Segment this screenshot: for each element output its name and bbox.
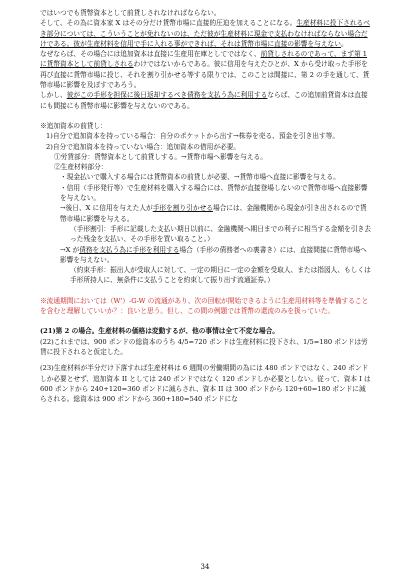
underlined-text: 手形を割り引かせる: [152, 204, 213, 213]
text-span: 受け取った手形を再び直接に貨幣市場に投じ、それを割り引かせる等する限りでは、このことは間接に、第 2 の手を通して、貨幣市場に影響を及ぼすであろう。: [40, 60, 370, 90]
text-span: ならば、この追加前貸資本は直接にも間接にも貨幣市場に影響を与えないのである。: [40, 91, 368, 110]
text-span: →X が: [60, 245, 80, 254]
red-annotation: ※流通期間においては（W'）-G-W の流通があり、次の回転が開始できるように生産用材料等を準備することを含むと理解していいか？：良いと思う。但し、この間の例題では貨幣の還流のみを扱っていた。: [40, 296, 369, 316]
underlined-text: 前貸しされるのであって、まず第 1 に貨幣資本として前貸しされる: [40, 50, 368, 69]
page-number: 34: [200, 562, 210, 571]
note-subitem: ②生産材料部分：: [54, 163, 108, 172]
underlined-text: 支払わなければならない場合だけである。彼が生産材料を信用で手に入れる事ができれば、それ: [40, 29, 368, 48]
text-span: 場合（手形の債務者への裏書き）には、直接間接に貨幣市場へ影響を与えない。: [60, 245, 367, 264]
text-line: [40, 90, 372, 111]
note-item: 2)自分で追加資本を持っていない場合：追加資本の借用が必要。: [46, 142, 241, 151]
note-heading: ※追加資本の前貸し：: [40, 121, 107, 130]
note-case: [40, 245, 372, 266]
text-span: わけではないからである。彼に信用を与えたひとが、X から: [133, 60, 315, 69]
text-span: 。: [340, 39, 348, 48]
underlined-text: 債務を支払う為に手形を利用する: [79, 245, 180, 254]
text-span: しかし、: [40, 91, 67, 100]
paragraph: (23)生産材料が半分だけ下落すれば生産材料は 6 週間の労働期間の為には 480 ポンドではなく、240 ポンドしか必要とせず、追加資本 II としては 240 ポンドではなく 120 ポンドしか必要としない。従って、資本 I は 600 ポンドから 240+120=360 ポンドに減らされ、資本 II は 300 ポンドから 120+60=180 ポンドに減らされる。総資本は 900 ポンドから 360+180=540 ポンドにな: [40, 364, 371, 404]
text-line: ではいつでも貨幣資本として前貸しされなければならない。: [40, 9, 221, 17]
text-line: [40, 49, 372, 90]
note-case: ・信用（手形発行等）で生産材料を購入する場合には、貨幣が直接登場しないので貨幣市場へ直接影響を与えない。: [60, 183, 368, 203]
note-case: [40, 203, 372, 224]
paragraph: (22)これまでは、900 ポンドの総資本のうち 4/5=720 ポンドは生産材料に投下され、1/5=180 ポンドは労賃に投下されると仮定した。: [40, 337, 368, 356]
underlined-text: は貨幣市場に直接の影響を与えない: [233, 39, 341, 48]
note-definition: （手形割引：手形に記載した支払い期日以前に、金融機関へ期日までの利子に相当する金額を引き去った残金を支払い、その手形を買い取ること。）: [70, 224, 371, 244]
underlined-text: に投下されるべき部分については、こういうことが免れないのは、ただ彼が生産材料に現金で: [40, 19, 370, 38]
note-definition: （約束手形：振出人が受取人に対して、一定の期日に一定の金額を受取人、または指図人、もしくは手形所持人に、無条件に支払うことを約束して振り出す流通証券。）: [70, 266, 371, 285]
note-item: 1)自分で追加資本を持っている場合：自分のポケットから出す→株券を売る、預金を引き出す等。: [46, 132, 340, 141]
text-span: →後日、X に信用を与えた人が: [60, 204, 153, 213]
side-note: [40, 121, 372, 286]
text-span: なぜならば、その場合には追加資本は直接に生産用在庫としてではなく、: [40, 50, 261, 59]
note-subitem: ①労賃部分：貨幣資本として前貸しする。→貨幣市場へ影響を与える。: [54, 152, 267, 161]
text-span: そして、その為に資本家 X はその分だけ貨幣市場に直接的圧迫を加えることになる。: [40, 19, 297, 28]
underlined-text: 彼がこの手形を担保に後日返却するべき債務を支払う為に利用する: [66, 91, 268, 100]
underlined-text: 生産材料: [296, 19, 324, 28]
note-case: ・現金払いで購入する場合には貨幣資本の前貸しが必要、→貨幣市場へ直接に影響を与える。: [60, 173, 340, 182]
text-span: 場合には、金融機関から現金が引き出されるので貨幣市場に影響を与える。: [60, 204, 367, 223]
text-line: [40, 18, 372, 49]
section-heading: (21)第 2 の場合。生産材料の価格は変動するが、他の事情は全て不変な場合。: [40, 327, 279, 336]
